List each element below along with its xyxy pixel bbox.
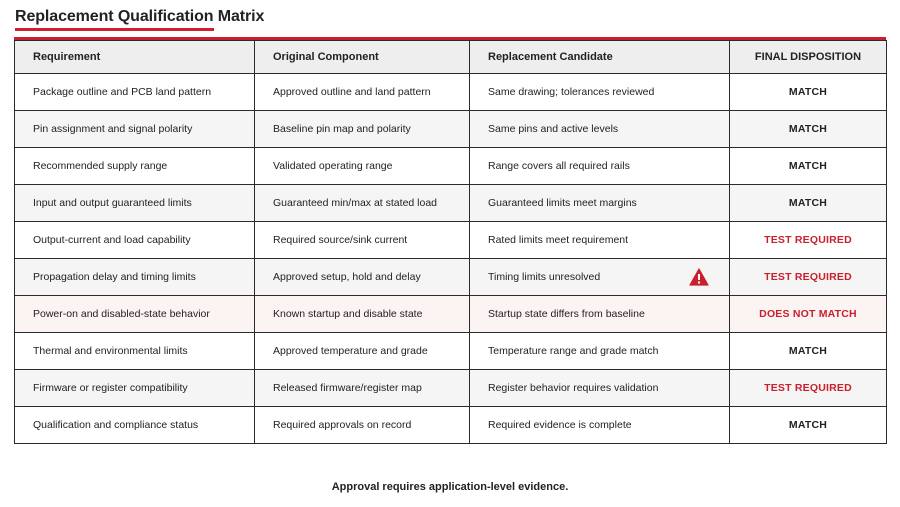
column-header-original: Original Component — [255, 41, 470, 74]
candidate-cell: Same pins and active levels — [470, 111, 730, 148]
requirement-cell: Recommended supply range — [15, 148, 255, 185]
column-header-disposition: FINAL DISPOSITION — [730, 41, 887, 74]
requirement-cell: Output-current and load capability — [15, 222, 255, 259]
candidate-cell: Temperature range and grade match — [470, 333, 730, 370]
disposition-cell — [730, 222, 887, 259]
candidate-cell: Range covers all required rails — [470, 148, 730, 185]
page-title: Replacement Qualification Matrix — [15, 8, 265, 25]
original-cell: Approved temperature and grade — [255, 333, 470, 370]
title-underline — [15, 28, 214, 31]
disposition-cell — [730, 370, 887, 407]
disposition-cell — [730, 148, 887, 185]
disposition-label: MATCH — [788, 160, 828, 172]
disposition-cell — [730, 296, 887, 333]
disposition-label: MATCH — [788, 123, 828, 135]
disposition-label: TEST REQUIRED — [764, 382, 852, 394]
requirement-cell: Pin assignment and signal polarity — [15, 111, 255, 148]
warning-triangle-icon — [689, 268, 709, 286]
column-header-requirement: Requirement — [15, 41, 255, 74]
table-row — [15, 222, 887, 259]
footnote: Approval requires application-level evidence. — [331, 481, 569, 493]
requirement-cell: Qualification and compliance status — [15, 407, 255, 444]
original-cell: Required approvals on record — [255, 407, 470, 444]
table-row — [15, 407, 887, 444]
table-row — [15, 185, 887, 222]
disposition-label: DOES NOT MATCH — [759, 308, 857, 320]
disposition-cell — [730, 185, 887, 222]
requirement-cell: Thermal and environmental limits — [15, 333, 255, 370]
disposition-cell — [730, 407, 887, 444]
requirement-cell: Firmware or register compatibility — [15, 370, 255, 407]
requirement-cell: Input and output guaranteed limits — [15, 185, 255, 222]
table-row — [15, 148, 887, 185]
candidate-cell: Required evidence is complete — [470, 407, 730, 444]
original-cell: Validated operating range — [255, 148, 470, 185]
disposition-label: MATCH — [788, 197, 828, 209]
qualification-matrix — [14, 37, 886, 444]
header-row — [15, 41, 887, 74]
candidate-cell: Register behavior requires validation — [470, 370, 730, 407]
disposition-cell — [730, 111, 887, 148]
column-header-candidate: Replacement Candidate — [470, 41, 730, 74]
disposition-cell — [730, 333, 887, 370]
disposition-label: TEST REQUIRED — [764, 234, 852, 246]
disposition-label: TEST REQUIRED — [764, 271, 852, 283]
matrix-table — [14, 40, 887, 444]
requirement-cell: Propagation delay and timing limits — [15, 259, 255, 296]
candidate-text: Timing limits unresolved — [488, 271, 601, 283]
disposition-label: MATCH — [788, 419, 828, 431]
candidate-cell: Rated limits meet requirement — [470, 222, 730, 259]
original-cell: Known startup and disable state — [255, 296, 470, 333]
original-cell: Required source/sink current — [255, 222, 470, 259]
candidate-cell — [470, 259, 730, 296]
disposition-cell — [730, 259, 887, 296]
requirement-cell: Package outline and PCB land pattern — [15, 74, 255, 111]
disposition-label: MATCH — [788, 345, 828, 357]
table-row — [15, 74, 887, 111]
original-cell: Baseline pin map and polarity — [255, 111, 470, 148]
table-row — [15, 111, 887, 148]
disposition-cell — [730, 74, 887, 111]
original-cell: Approved setup, hold and delay — [255, 259, 470, 296]
candidate-cell: Same drawing; tolerances reviewed — [470, 74, 730, 111]
requirement-cell: Power-on and disabled-state behavior — [15, 296, 255, 333]
table-row — [15, 333, 887, 370]
table-row — [15, 370, 887, 407]
candidate-cell: Startup state differs from baseline — [470, 296, 730, 333]
table-row — [15, 259, 887, 296]
disposition-label: MATCH — [788, 86, 828, 98]
candidate-cell: Guaranteed limits meet margins — [470, 185, 730, 222]
table-row — [15, 296, 887, 333]
original-cell: Released firmware/register map — [255, 370, 470, 407]
original-cell: Approved outline and land pattern — [255, 74, 470, 111]
original-cell: Guaranteed min/max at stated load — [255, 185, 470, 222]
